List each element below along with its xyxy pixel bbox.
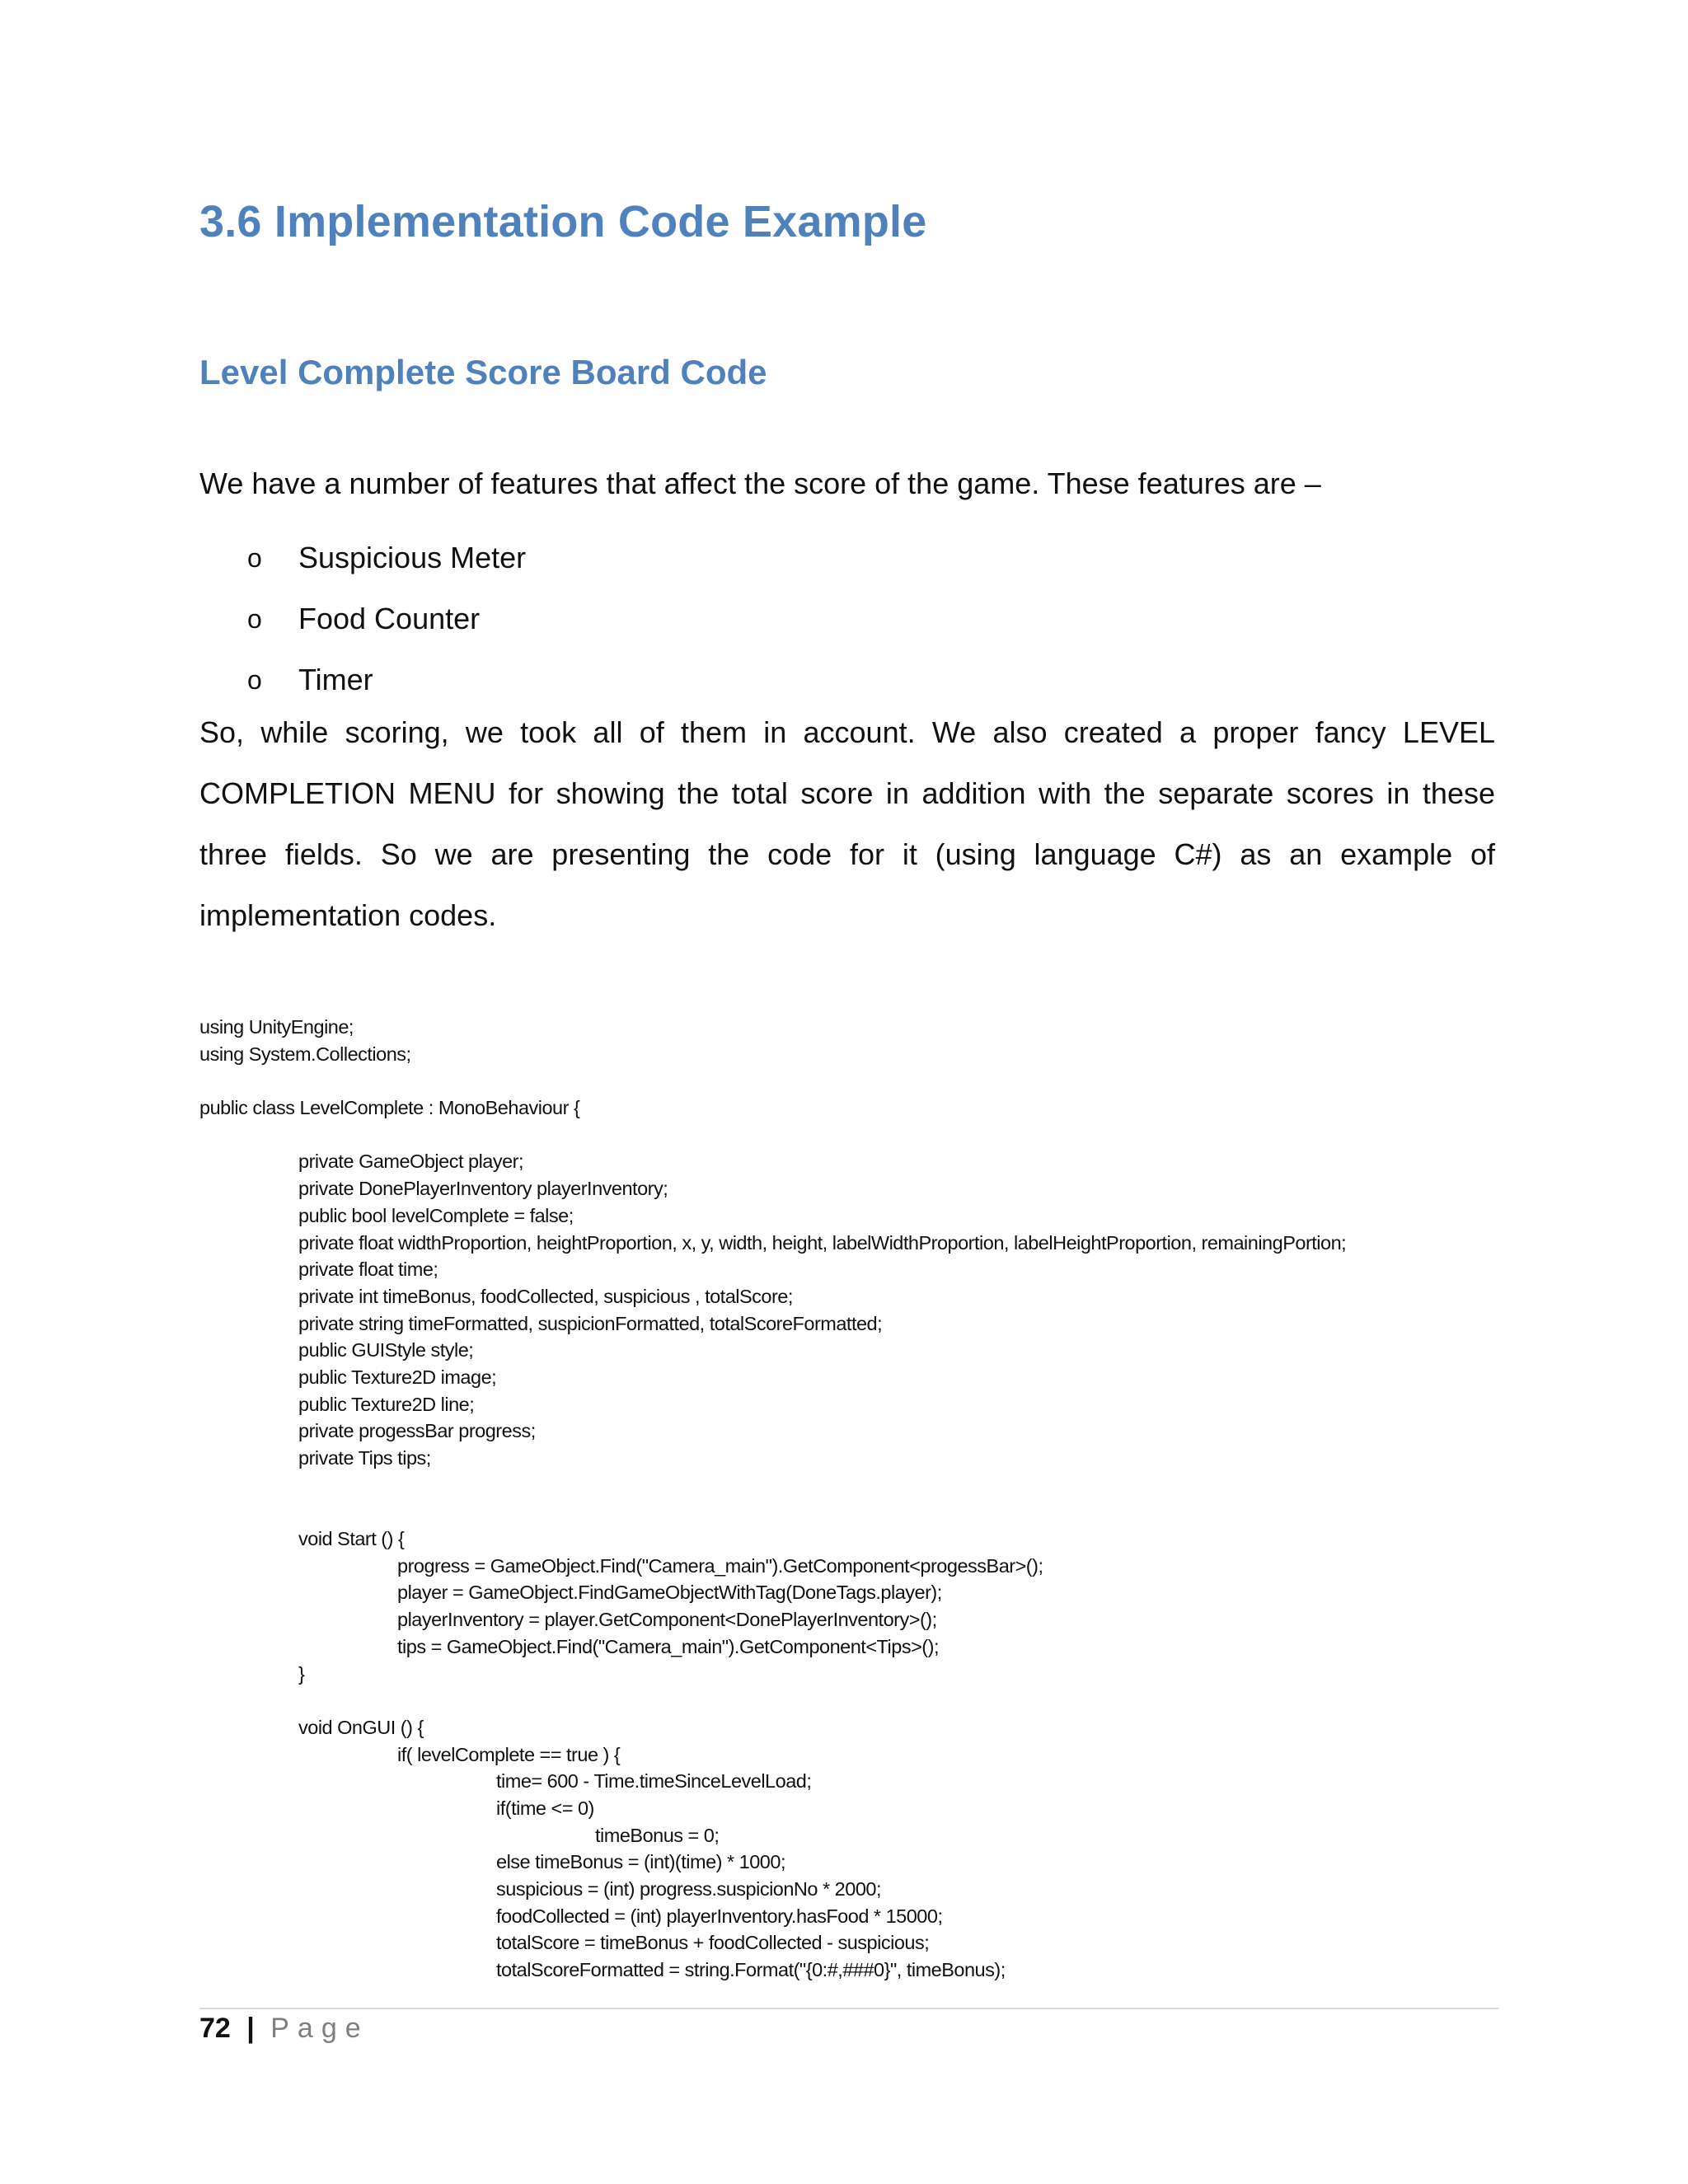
code-line: player = GameObject.FindGameObjectWithTag(DoneTags.player); [397, 1582, 942, 1604]
code-line: public Texture2D line; [298, 1393, 475, 1415]
code-line: private GameObject player; [298, 1151, 524, 1173]
code-line: else timeBonus = (int)(time) * 1000; [496, 1851, 785, 1873]
page-number: 72 [199, 2013, 231, 2044]
code-line: playerInventory = player.GetComponent<DonePlayerInventory>(); [397, 1609, 937, 1631]
section-heading: 3.6 Implementation Code Example [199, 197, 927, 246]
body-paragraph: So, while scoring, we took all of them in account. We also created a proper fancy LEVEL COMPLETION MENU for showing the total score in addition with the separate scores in these three fields. So we are presenting the code for it (using language C#) as an example of implementation codes. [199, 715, 1495, 932]
code-line: } [298, 1662, 305, 1685]
list-item [247, 588, 526, 649]
list-item [247, 527, 526, 588]
code-line: public Texture2D image; [298, 1366, 497, 1388]
code-line: progress = GameObject.Find("Camera_main").GetComponent<progessBar>(); [397, 1554, 1043, 1577]
bullet-marker: o [247, 603, 262, 634]
code-line: suspicious = (int) progress.suspicionNo * 2000; [496, 1878, 881, 1900]
code-line: private DonePlayerInventory playerInventory; [298, 1178, 668, 1200]
code-line: timeBonus = 0; [595, 1824, 720, 1846]
bullet-marker: o [247, 664, 262, 695]
code-line: if(time <= 0) [496, 1797, 594, 1819]
code-line: private float widthProportion, heightProportion, x, y, width, height, labelWidthProportion, labelHeightProportion, remainingPortion; [298, 1231, 1347, 1254]
code-line: tips = GameObject.Find("Camera_main").GetComponent<Tips>(); [397, 1635, 939, 1657]
page-label: Page [270, 2013, 369, 2044]
bullet-marker: o [247, 542, 262, 573]
page-footer [199, 2013, 369, 2045]
code-line [199, 1498, 1510, 1526]
code-line [199, 1687, 1510, 1714]
code-line: private float time; [298, 1258, 438, 1281]
code-line: public bool levelComplete = false; [298, 1204, 574, 1226]
code-line: void OnGUI () { [298, 1716, 424, 1738]
code-line: time= 600 - Time.timeSinceLevelLoad; [496, 1770, 812, 1793]
code-line: using UnityEngine; [199, 1016, 354, 1038]
feature-list [247, 527, 526, 710]
intro-text: We have a number of features that affect the score of the game. These features are – [199, 466, 1321, 500]
code-line: totalScore = timeBonus + foodCollected - suspicious; [496, 1932, 930, 1954]
subsection-heading: Level Complete Score Board Code [199, 353, 767, 391]
list-item-label: Timer [298, 663, 373, 696]
list-item-label: Suspicious Meter [298, 541, 527, 574]
footer-divider [199, 2008, 1498, 2009]
code-line: foodCollected = (int) playerInventory.hasFood * 15000; [496, 1905, 943, 1927]
footer-separator: | [246, 2013, 255, 2044]
code-line: public GUIStyle style; [298, 1339, 474, 1361]
code-line: if( levelComplete == true ) { [397, 1743, 621, 1765]
code-line: public class LevelComplete : MonoBehaviour { [199, 1097, 580, 1119]
code-line: private int timeBonus, foodCollected, suspicious , totalScore; [298, 1285, 793, 1307]
code-line: private Tips tips; [298, 1447, 431, 1469]
code-line: void Start () { [298, 1528, 405, 1550]
code-block [199, 1014, 1510, 1984]
code-line [199, 1067, 1510, 1094]
code-line [199, 1472, 1510, 1499]
code-line: private progessBar progress; [298, 1420, 536, 1442]
list-item-label: Food Counter [298, 602, 481, 635]
code-line: private string timeFormatted, suspicionFormatted, totalScoreFormatted; [298, 1312, 883, 1334]
code-line: totalScoreFormatted = string.Format("{0:#,###0}", timeBonus); [496, 1959, 1006, 1981]
code-line: using System.Collections; [199, 1043, 411, 1065]
code-line [199, 1122, 1510, 1149]
list-item [247, 649, 526, 710]
